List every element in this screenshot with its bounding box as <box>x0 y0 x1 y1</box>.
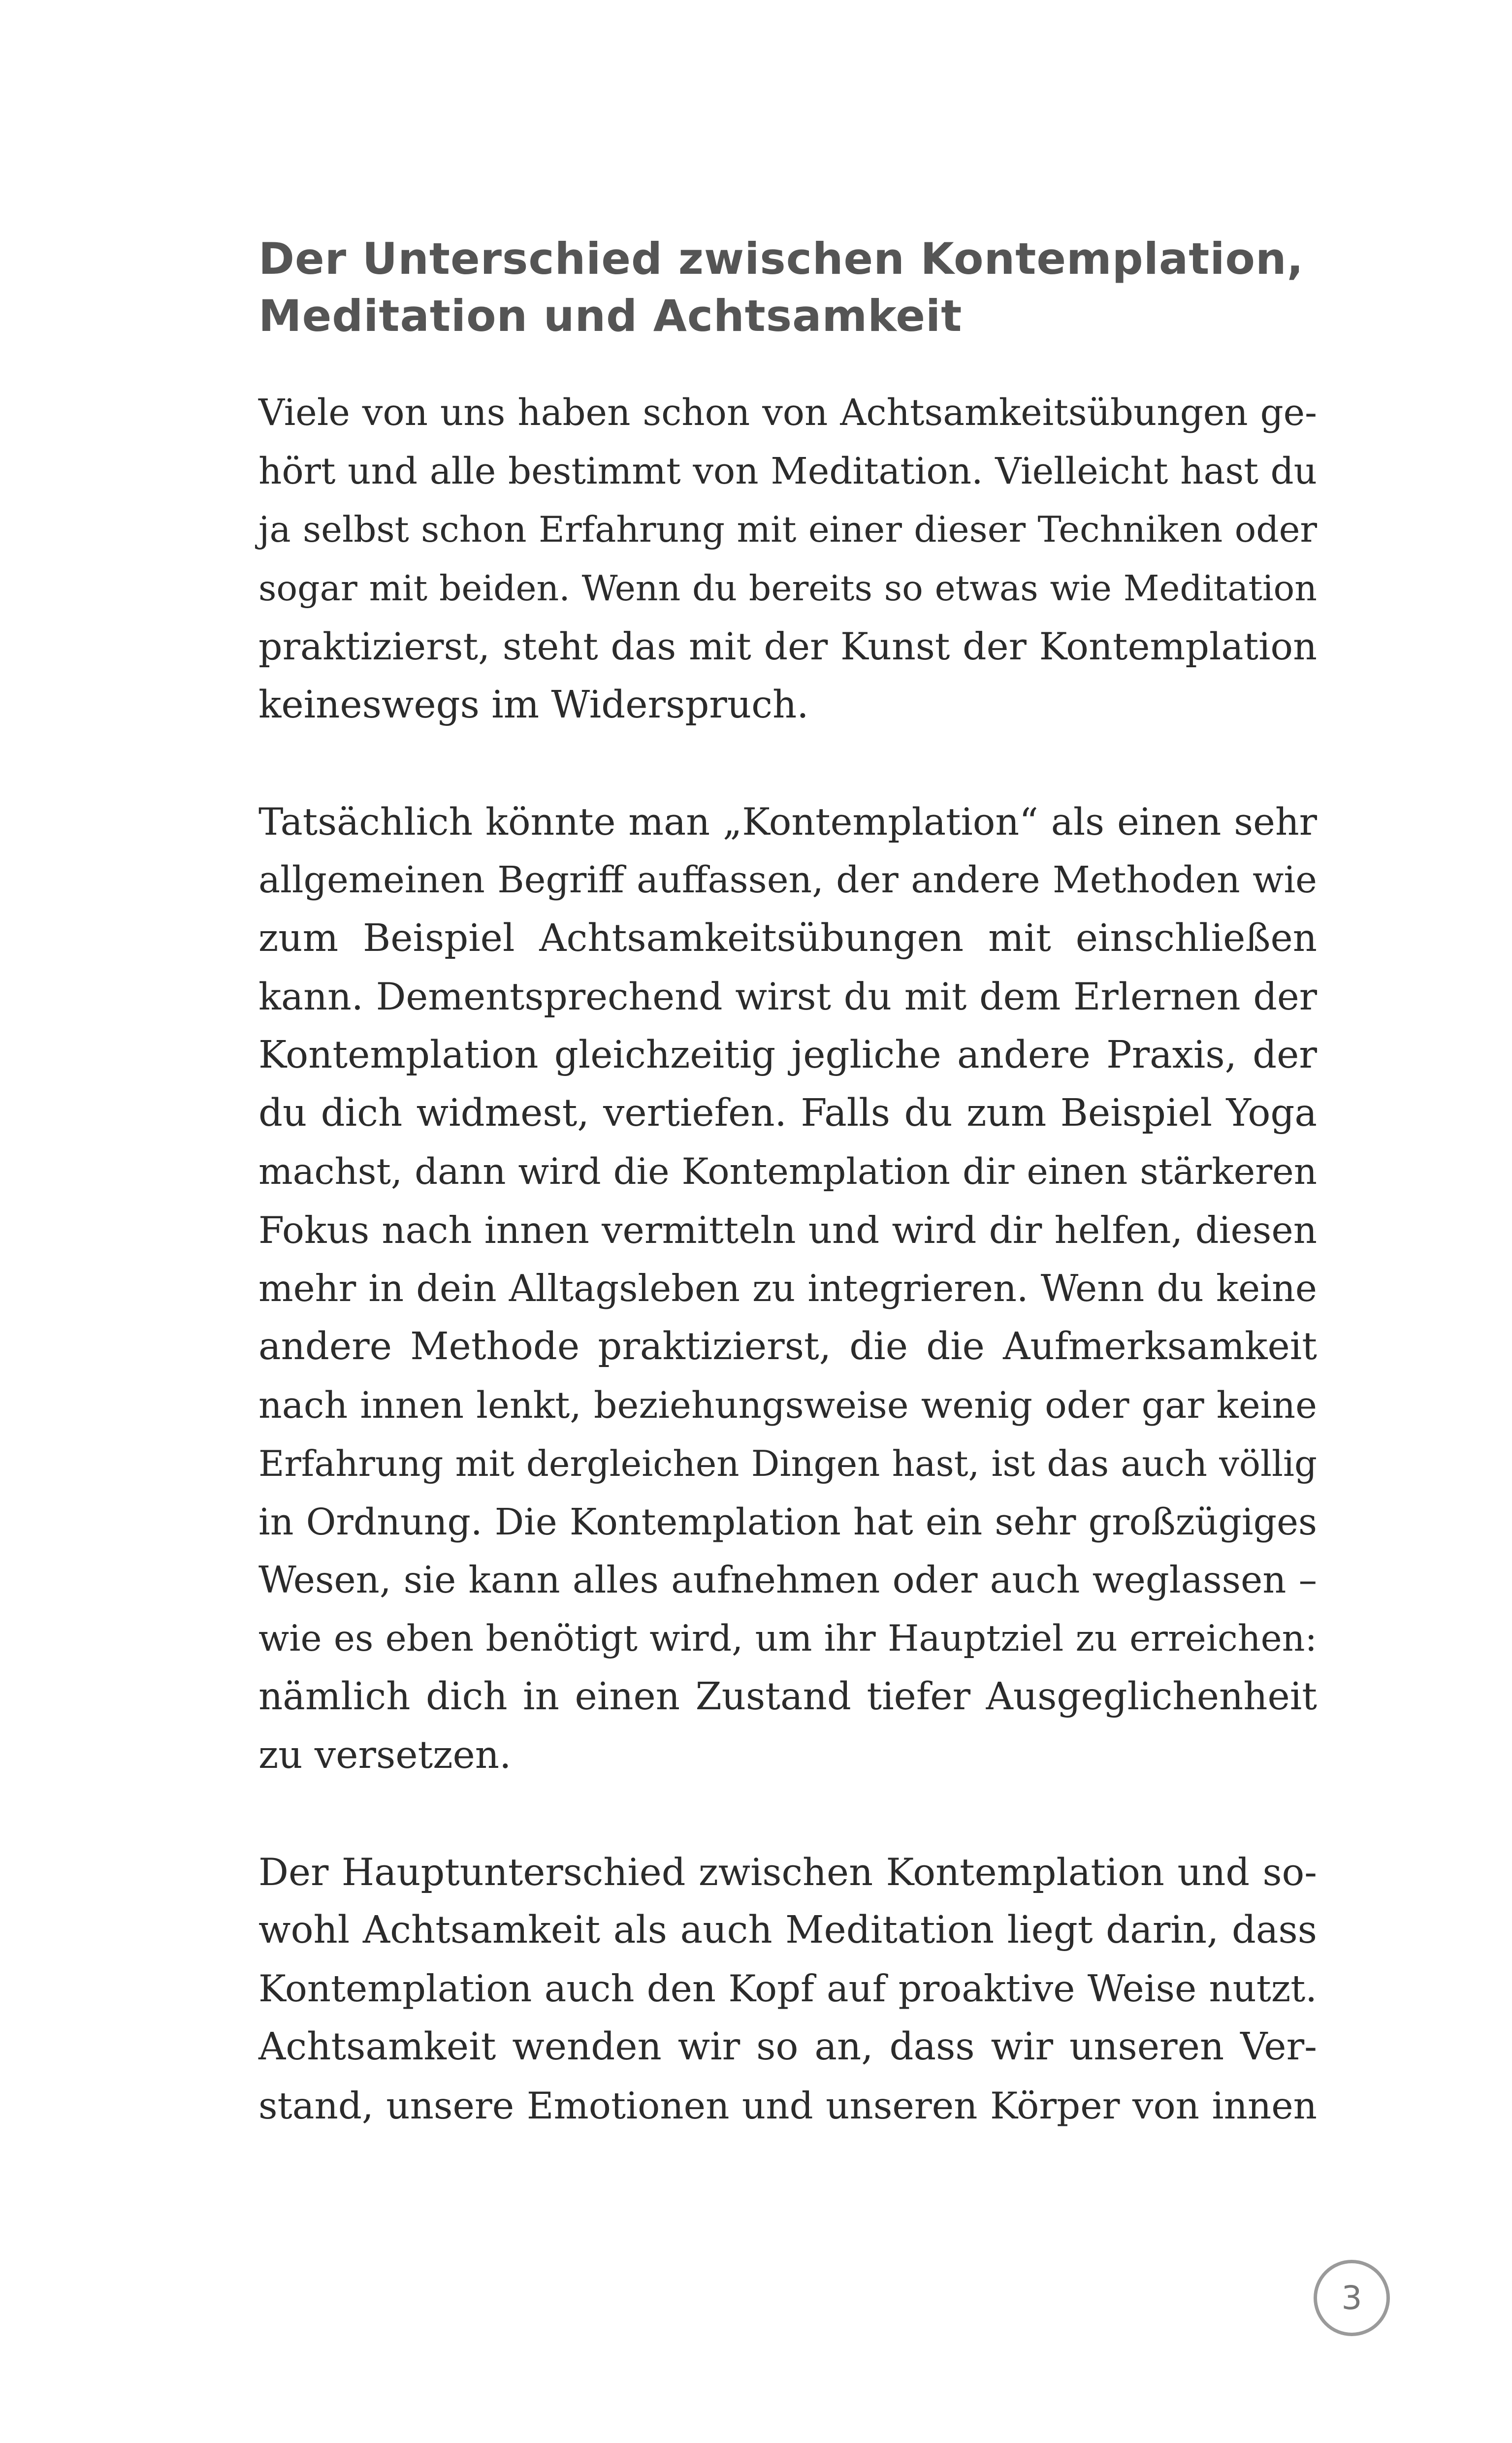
text-line: zum Beispiel Achtsamkeitsübungen mit einschließen <box>258 916 1317 960</box>
text-line: wie es eben benötigt wird, um ihr Hauptziel zu erreichen: <box>258 1617 1317 1660</box>
text-line: nach innen lenkt, beziehungsweise wenig oder gar keine <box>258 1384 1317 1427</box>
text-line: Viele von uns haben schon von Achtsamkeitsübungen ge- <box>258 392 1317 434</box>
text-line: mehr in dein Alltagsleben zu integrieren. Wenn du keine <box>258 1267 1317 1310</box>
heading-line: Meditation und Achtsamkeit <box>258 291 963 341</box>
text-line: Wesen, sie kann alles aufnehmen oder auch weglassen – <box>258 1559 1317 1601</box>
text-line: Kontemplation auch den Kopf auf proaktive Weise nutzt. <box>258 1967 1317 2010</box>
body-text <box>258 384 1317 2193</box>
text-line: zu versetzen. <box>258 1733 512 1777</box>
text-line: machst, dann wird die Kontemplation dir einen stärkeren <box>258 1150 1317 1193</box>
text-line: Tatsächlich könnte man „Kontemplation“ als einen sehr <box>258 800 1317 844</box>
text-line: Fokus nach innen vermitteln und wird dir helfen, diesen <box>258 1208 1317 1252</box>
text-line: Erfahrung mit dergleichen Dingen hast, ist das auch völlig <box>258 1443 1317 1484</box>
text-line: kann. Dementsprechend wirst du mit dem Erlernen der <box>258 975 1317 1018</box>
text-line: ja selbst schon Erfahrung mit einer dieser Techniken oder <box>258 509 1317 551</box>
text-line: wohl Achtsamkeit als auch Meditation liegt darin, dass <box>258 1908 1317 1952</box>
page-number <box>1314 2260 1390 2336</box>
text-line: hört und alle bestimmt von Meditation. Vielleicht hast du <box>258 450 1317 492</box>
text-line: andere Methode praktizierst, die die Aufmerksamkeit <box>258 1325 1317 1368</box>
section-heading <box>258 230 1317 345</box>
text-line: praktizierst, steht das mit der Kunst der Kontemplation <box>258 625 1317 668</box>
text-line: Kontemplation gleichzeitig jegliche andere Praxis, der <box>258 1033 1317 1077</box>
paragraph-1 <box>258 384 1317 734</box>
text-line: in Ordnung. Die Kontemplation hat ein sehr großzügiges <box>258 1500 1317 1543</box>
text-line: keineswegs im Widerspruch. <box>258 683 809 727</box>
paragraph-2 <box>258 793 1317 1785</box>
text-line: stand, unsere Emotionen und unseren Körper von innen <box>258 2084 1317 2127</box>
paragraph-3 <box>258 1843 1317 2135</box>
page-number-label: 3 <box>1341 2279 1362 2317</box>
text-line: nämlich dich in einen Zustand tiefer Ausgeglichenheit <box>258 1675 1317 1719</box>
text-line: du dich widmest, vertiefen. Falls du zum Beispiel Yoga <box>258 1091 1317 1135</box>
heading-line: Der Unterschied zwischen Kontemplation, <box>258 233 1304 284</box>
text-line: sogar mit beiden. Wenn du bereits so etwas wie Meditation <box>258 567 1317 609</box>
text-line: allgemeinen Begriff auffassen, der andere Methoden wie <box>258 859 1317 901</box>
text-line: Achtsamkeit wenden wir so an, dass wir unseren Ver- <box>258 2025 1317 2069</box>
text-line: Der Hauptunterschied zwischen Kontemplation und so- <box>258 1850 1317 1894</box>
